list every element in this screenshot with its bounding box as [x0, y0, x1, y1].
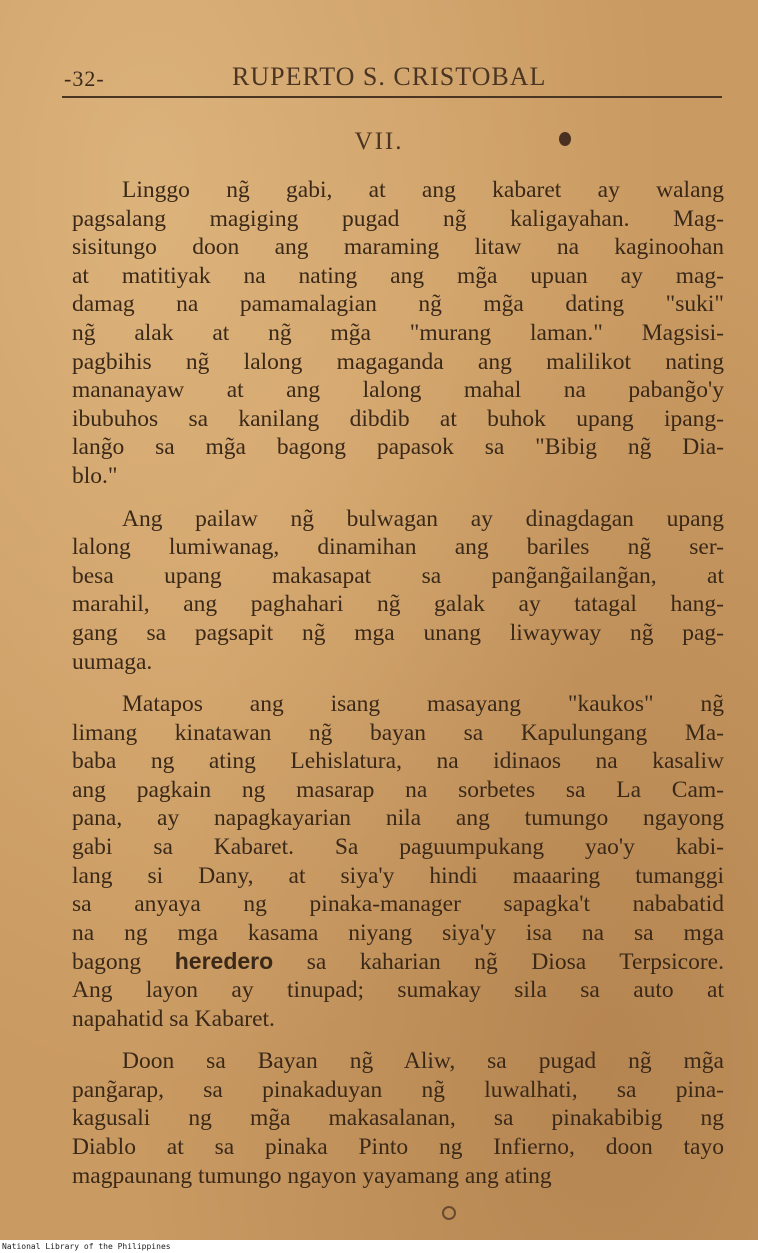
text-line: limang kinatawan ng̃ bayan sa Kapulungang Ma-	[72, 719, 724, 746]
text-line: pang̃arap, sa pinakaduyan ng̃ luwalhati, sa pina-	[72, 1076, 724, 1103]
chapter-heading: VII.	[354, 128, 404, 155]
text-line: damag na pamamalagian ng̃ mg̃a dating "suki"	[72, 291, 724, 318]
text-line: ng̃ alak at ng̃ mg̃a "murang laman." Magsisi-	[72, 319, 724, 346]
library-credit: National Library of the Philippines	[0, 1240, 758, 1253]
page-ornament	[442, 1206, 456, 1220]
paragraph	[72, 1047, 724, 1190]
text-line: Doon sa Bayan ng̃ Aliw, sa pugad ng̃ mg̃a	[122, 1048, 724, 1075]
page-header	[62, 58, 722, 98]
text-line: sisitungo doon ang maraming litaw na kaginoohan	[72, 234, 724, 261]
paragraph	[72, 505, 724, 677]
text-line: magpaunang tumungo ngayon yayamang ang ating	[72, 1162, 552, 1189]
text-line: pagbihis ng̃ lalong magaganda ang malilikot nating	[72, 348, 724, 375]
text-line: mananayaw at ang lalong mahal na pabang̃o'y	[72, 377, 724, 404]
text-line: gabi sa Kabaret. Sa paguumpukang yao'y kabi-	[72, 834, 724, 861]
paragraph	[72, 176, 724, 491]
text-line: marahil, ang paghahari ng̃ galak ay tatagal hang-	[72, 591, 724, 618]
text-line: ang pagkain ng masarap na sorbetes sa La Cam-	[72, 776, 724, 803]
text-line: lalong lumiwanag, dinamihan ang bariles ng̃ ser-	[72, 534, 724, 561]
text-line: Linggo ng̃ gabi, at ang kabaret ay walang	[122, 177, 724, 203]
text-line: lang̃o sa mg̃a bagong papasok sa "Bibig ng̃ Dia-	[72, 434, 724, 461]
text-line: Diablo at sa pinaka Pinto ng Infierno, doon tayo	[72, 1134, 724, 1160]
text-line: kagusali ng mg̃a makasalanan, sa pinakabibig ng	[72, 1105, 724, 1132]
text-line: baba ng ating Lehislatura, na idinaos na kasaliw	[72, 748, 724, 775]
text-line: ibubuhos sa kanilang dibdib at buhok upang ipang-	[72, 405, 724, 432]
text-line: pagsalang magiging pugad ng̃ kaligayahan. Mag-	[72, 205, 724, 232]
text-line: Ang layon ay tinupad; sumakay sila sa auto at	[72, 977, 724, 1004]
text-line: blo."	[72, 462, 118, 489]
body-text	[72, 176, 724, 1190]
text-line: sa anyaya ng pinaka-manager sapagka't nababatid	[72, 891, 724, 918]
text-line: besa upang makasapat sa pang̃ang̃ailang̃an, at	[72, 562, 724, 589]
text-line: uumaga.	[72, 648, 153, 675]
text-line: Matapos ang isang masayang "kaukos" ng̃	[122, 691, 724, 718]
text-line: pana, ay napagkayarian nila ang tumungo ngayong	[72, 805, 724, 832]
paragraph	[72, 690, 724, 1033]
text-line: na ng mga kasama niyang siya'y isa na sa mga	[72, 919, 724, 946]
text-line: lang si Dany, at siya'y hindi maaaring tumanggi	[72, 862, 724, 889]
page-number: -32-	[64, 66, 105, 91]
running-head-author: RUPERTO S. CRISTOBAL	[232, 62, 547, 91]
emphasized-word: heredero	[174, 948, 274, 975]
text-line: gang sa pagsapit ng̃ mga unang liwayway ng̃ pag-	[72, 619, 724, 646]
text-line: at matitiyak na nating ang mg̃a upuan ay mag-	[72, 262, 724, 289]
text-line: Ang pailaw ng̃ bulwagan ay dinagdagan upang	[122, 505, 724, 532]
text-line: bagong heredero sa kaharian ng̃ Diosa Terpsicore.	[72, 948, 724, 976]
text-line: napahatid sa Kabaret.	[72, 1005, 275, 1032]
